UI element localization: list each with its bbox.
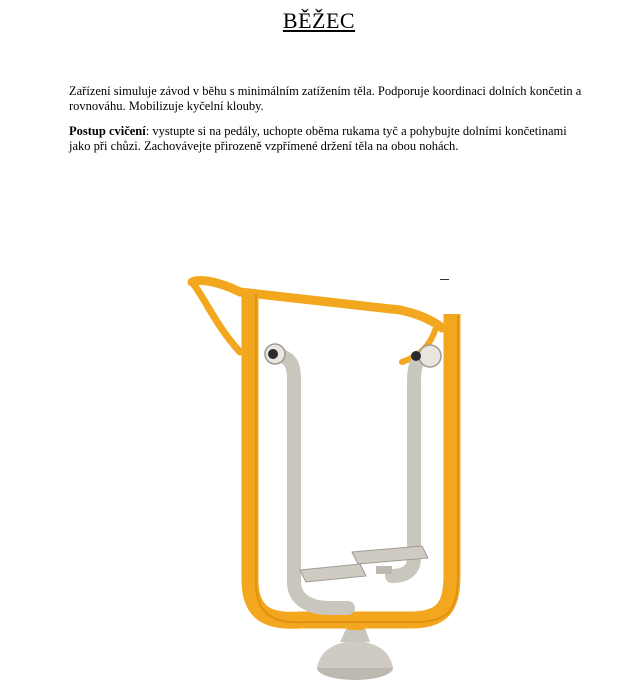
machine-base-dome (317, 641, 393, 668)
procedure-paragraph (69, 124, 589, 154)
procedure-label: Postup cvičení (69, 124, 146, 138)
air-walker-machine-icon (180, 270, 470, 690)
handle-bar (192, 280, 442, 328)
left-pedal (300, 564, 366, 582)
air-walker-machine-image (180, 270, 470, 695)
procedure-text: : vystupte si na pedály, uchopte oběma rukama tyč a pohybujte dolními končetinami jako při chůzi. Zachovávejte přirozeně vzpřímené držení těla na obou nohách. (69, 124, 567, 153)
page-title: BĚŽEC (282, 8, 356, 33)
right-pivot (419, 345, 441, 367)
description-paragraph: Zařízení simuluje závod v běhu s minimálním zatížením těla. Podporuje koordinaci dolních končetin a rovnováhu. Mobilizuje kyčelní klouby. (69, 84, 582, 113)
right-pendulum (392, 356, 426, 576)
